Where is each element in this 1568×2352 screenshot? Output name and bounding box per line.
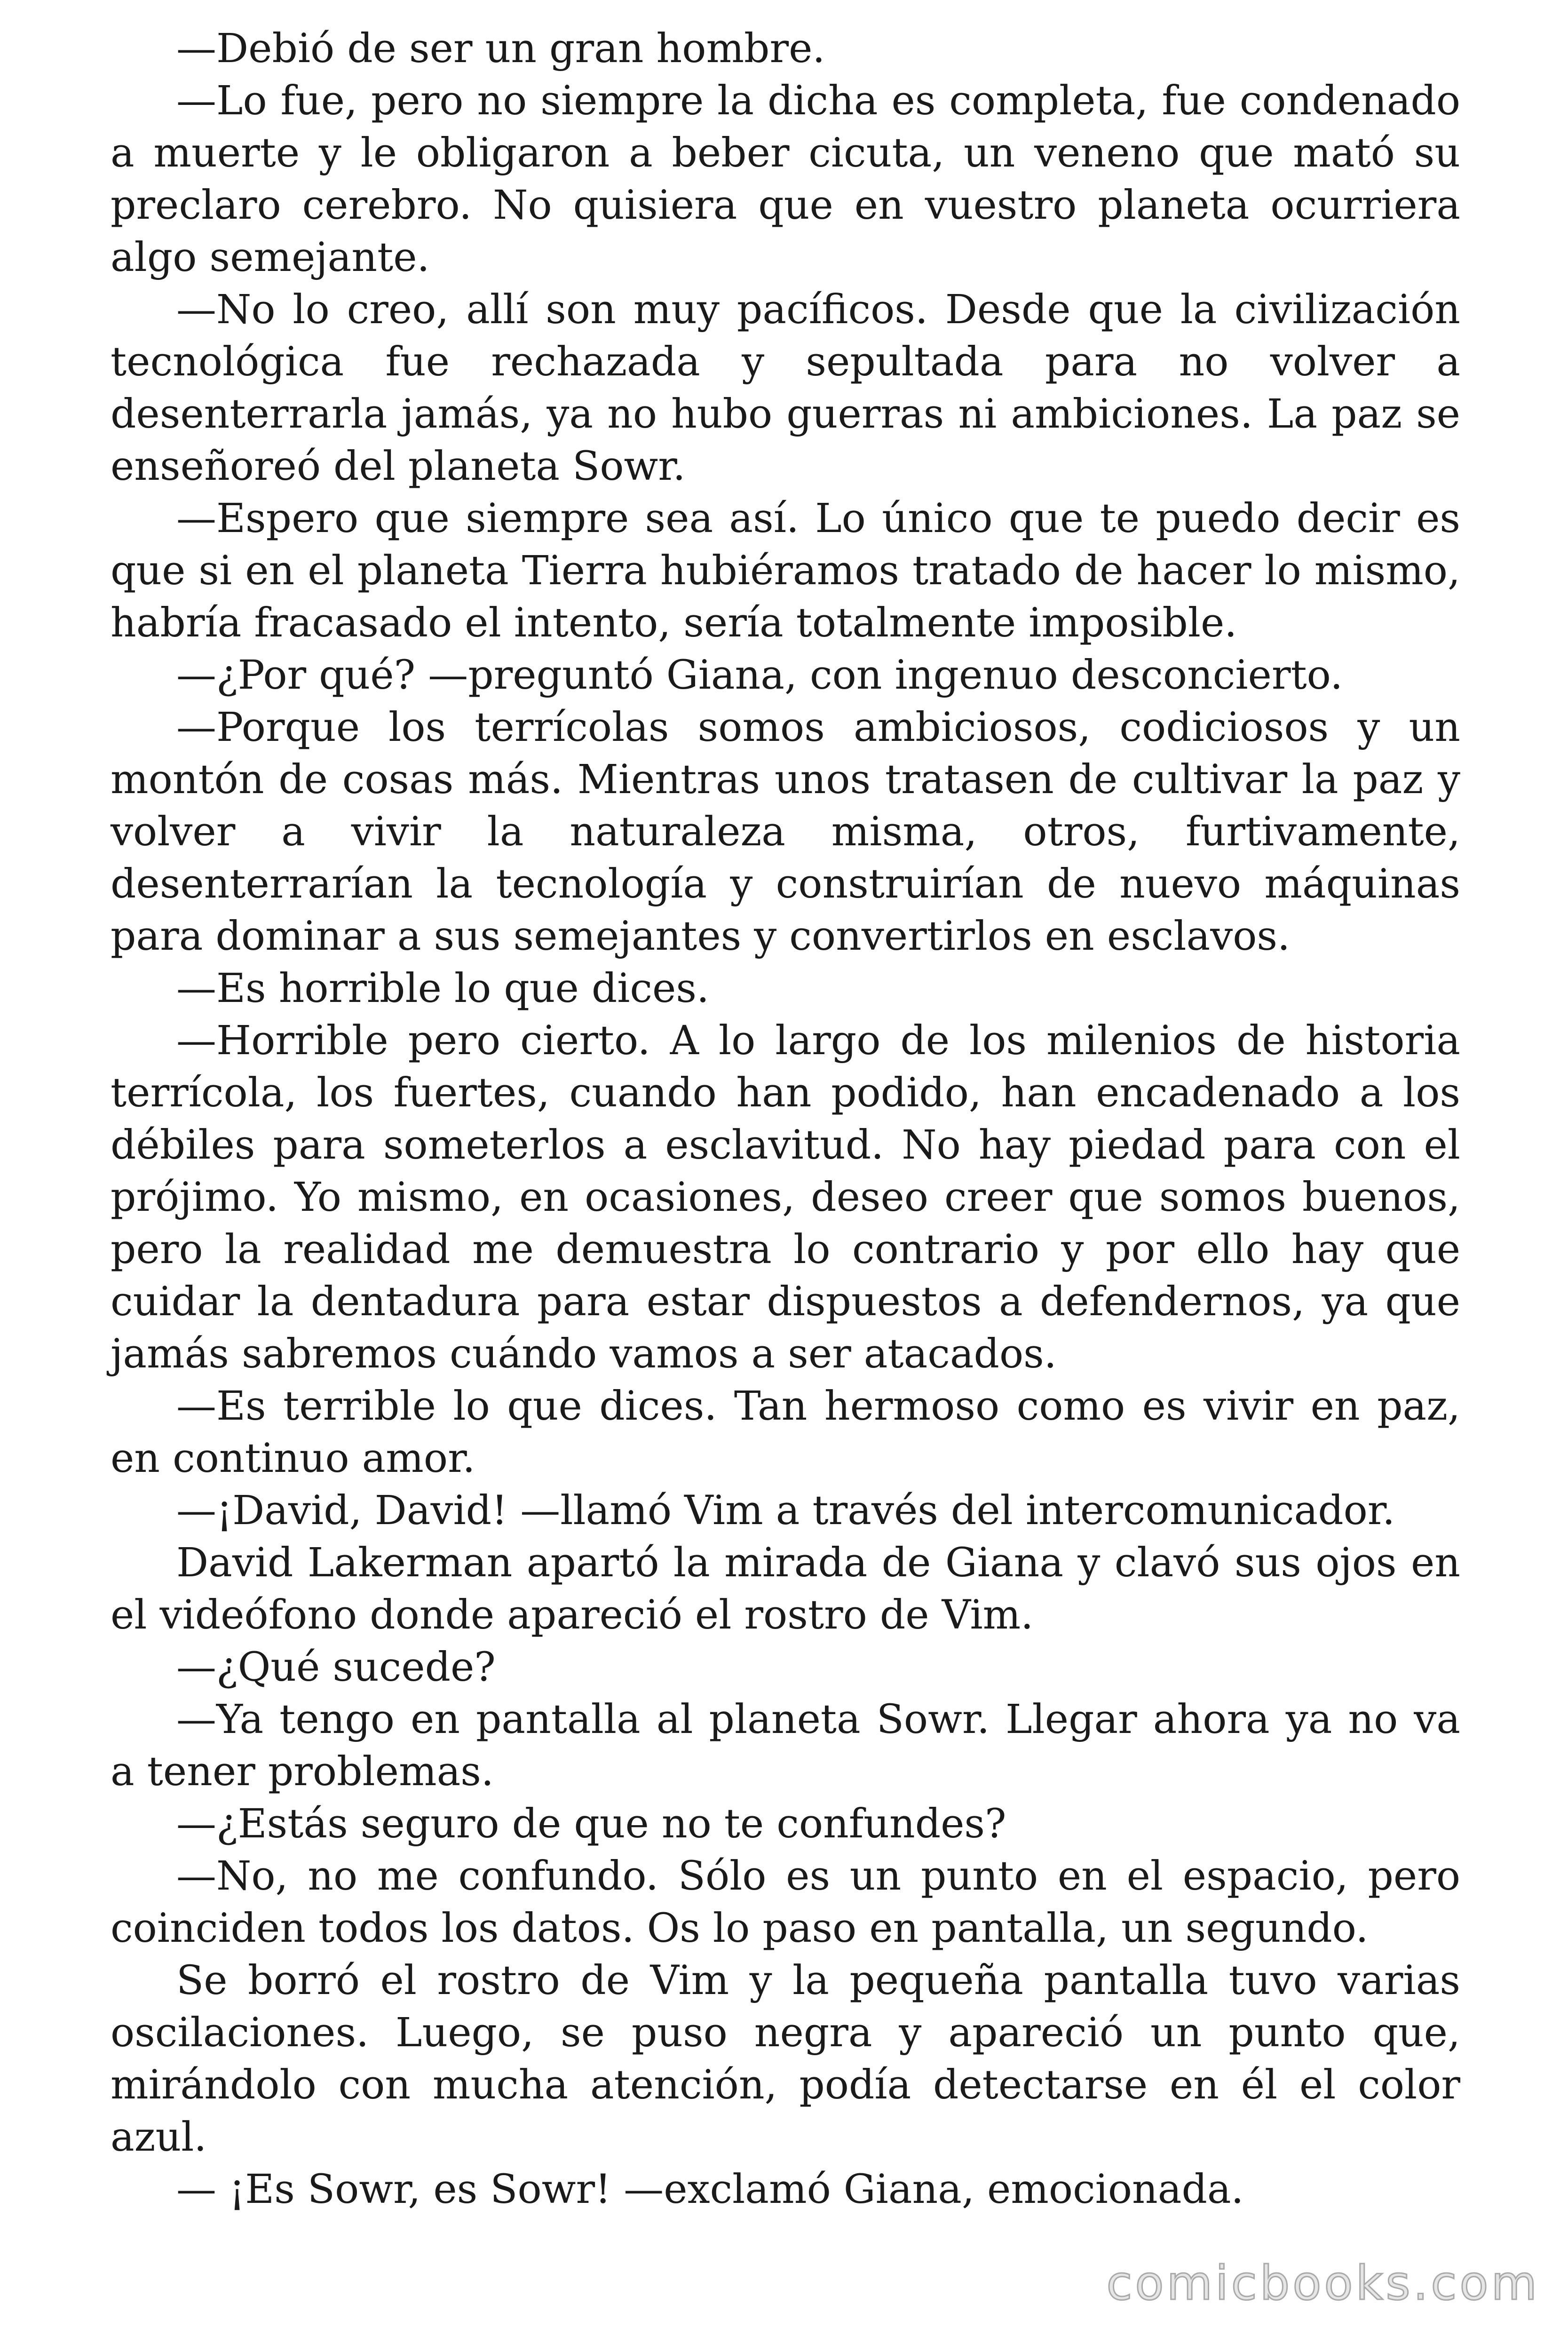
paragraph: —¡David, David! —llamó Vim a través del intercomunicador. <box>176 1487 1395 1534</box>
watermark: comicbooks.com <box>1106 2256 1540 2311</box>
paragraph: —Espero que siempre sea así. Lo único que te puedo decir es que si en el planeta Tierra hubiéramos tratado de hacer lo mismo, habría fracasado el intento, sería totalmente imposible. <box>111 495 1460 646</box>
paragraph: — ¡Es Sowr, es Sowr! —exclamó Giana, emocionada. <box>176 2166 1244 2213</box>
paragraph: —Ya tengo en pantalla al planeta Sowr. Llegar ahora ya no va a tener problemas. <box>111 1696 1460 1795</box>
paragraph: —Debió de ser un gran hombre. <box>176 25 825 72</box>
paragraph: —Porque los terrícolas somos ambiciosos, codiciosos y un montón de cosas más. Mientras unos tratasen de cultivar la paz y volver a vivir la naturaleza misma, otros, furtivamente, desenterrarían la tecnología y construirían de nuevo máquinas para dominar a sus semejantes y convertirlos en esclavos. <box>111 704 1460 960</box>
page-body <box>111 23 1460 2216</box>
paragraph: David Lakerman apartó la mirada de Giana y clavó sus ojos en el videófono donde apareció el rostro de Vim. <box>111 1540 1460 1638</box>
paragraph: —Es horrible lo que dices. <box>176 965 709 1012</box>
paragraph: —No lo creo, allí son muy pacíficos. Desde que la civilización tecnológica fue rechazada y sepultada para no volver a desenterrarla jamás, ya no hubo guerras ni ambiciones. La paz se enseñoreó del planeta Sowr. <box>111 286 1460 490</box>
paragraph: —¿Por qué? —preguntó Giana, con ingenuo desconcierto. <box>176 652 1343 699</box>
paragraph: —No, no me confundo. Sólo es un punto en el espacio, pero coinciden todos los datos. Os lo paso en pantalla, un segundo. <box>111 1853 1460 1952</box>
paragraph: Se borró el rostro de Vim y la pequeña pantalla tuvo varias oscilaciones. Luego, se puso negra y apareció un punto que, mirándolo con mucha atención, podía detectarse en él el color azul. <box>111 1957 1460 2161</box>
paragraph: —¿Estás seguro de que no te confundes? <box>176 1801 1006 1847</box>
paragraph: —Lo fue, pero no siempre la dicha es completa, fue condenado a muerte y le obligaron a beber cicuta, un veneno que mató su preclaro cerebro. No quisiera que en vuestro planeta ocurriera algo semejante. <box>111 78 1460 281</box>
paragraph: —¿Qué sucede? <box>176 1644 496 1691</box>
paragraph: —Horrible pero cierto. A lo largo de los milenios de historia terrícola, los fuertes, cuando han podido, han encadenado a los débiles para someterlos a esclavitud. No hay piedad para con el prójimo. Yo mismo, en ocasiones, deseo creer que somos buenos, pero la realidad me demuestra lo contrario y por ello hay que cuidar la dentadura para estar dispuestos a defendernos, ya que jamás sabremos cuándo vamos a ser atacados. <box>111 1017 1460 1377</box>
paragraph: —Es terrible lo que dices. Tan hermoso como es vivir en paz, en continuo amor. <box>111 1383 1460 1482</box>
